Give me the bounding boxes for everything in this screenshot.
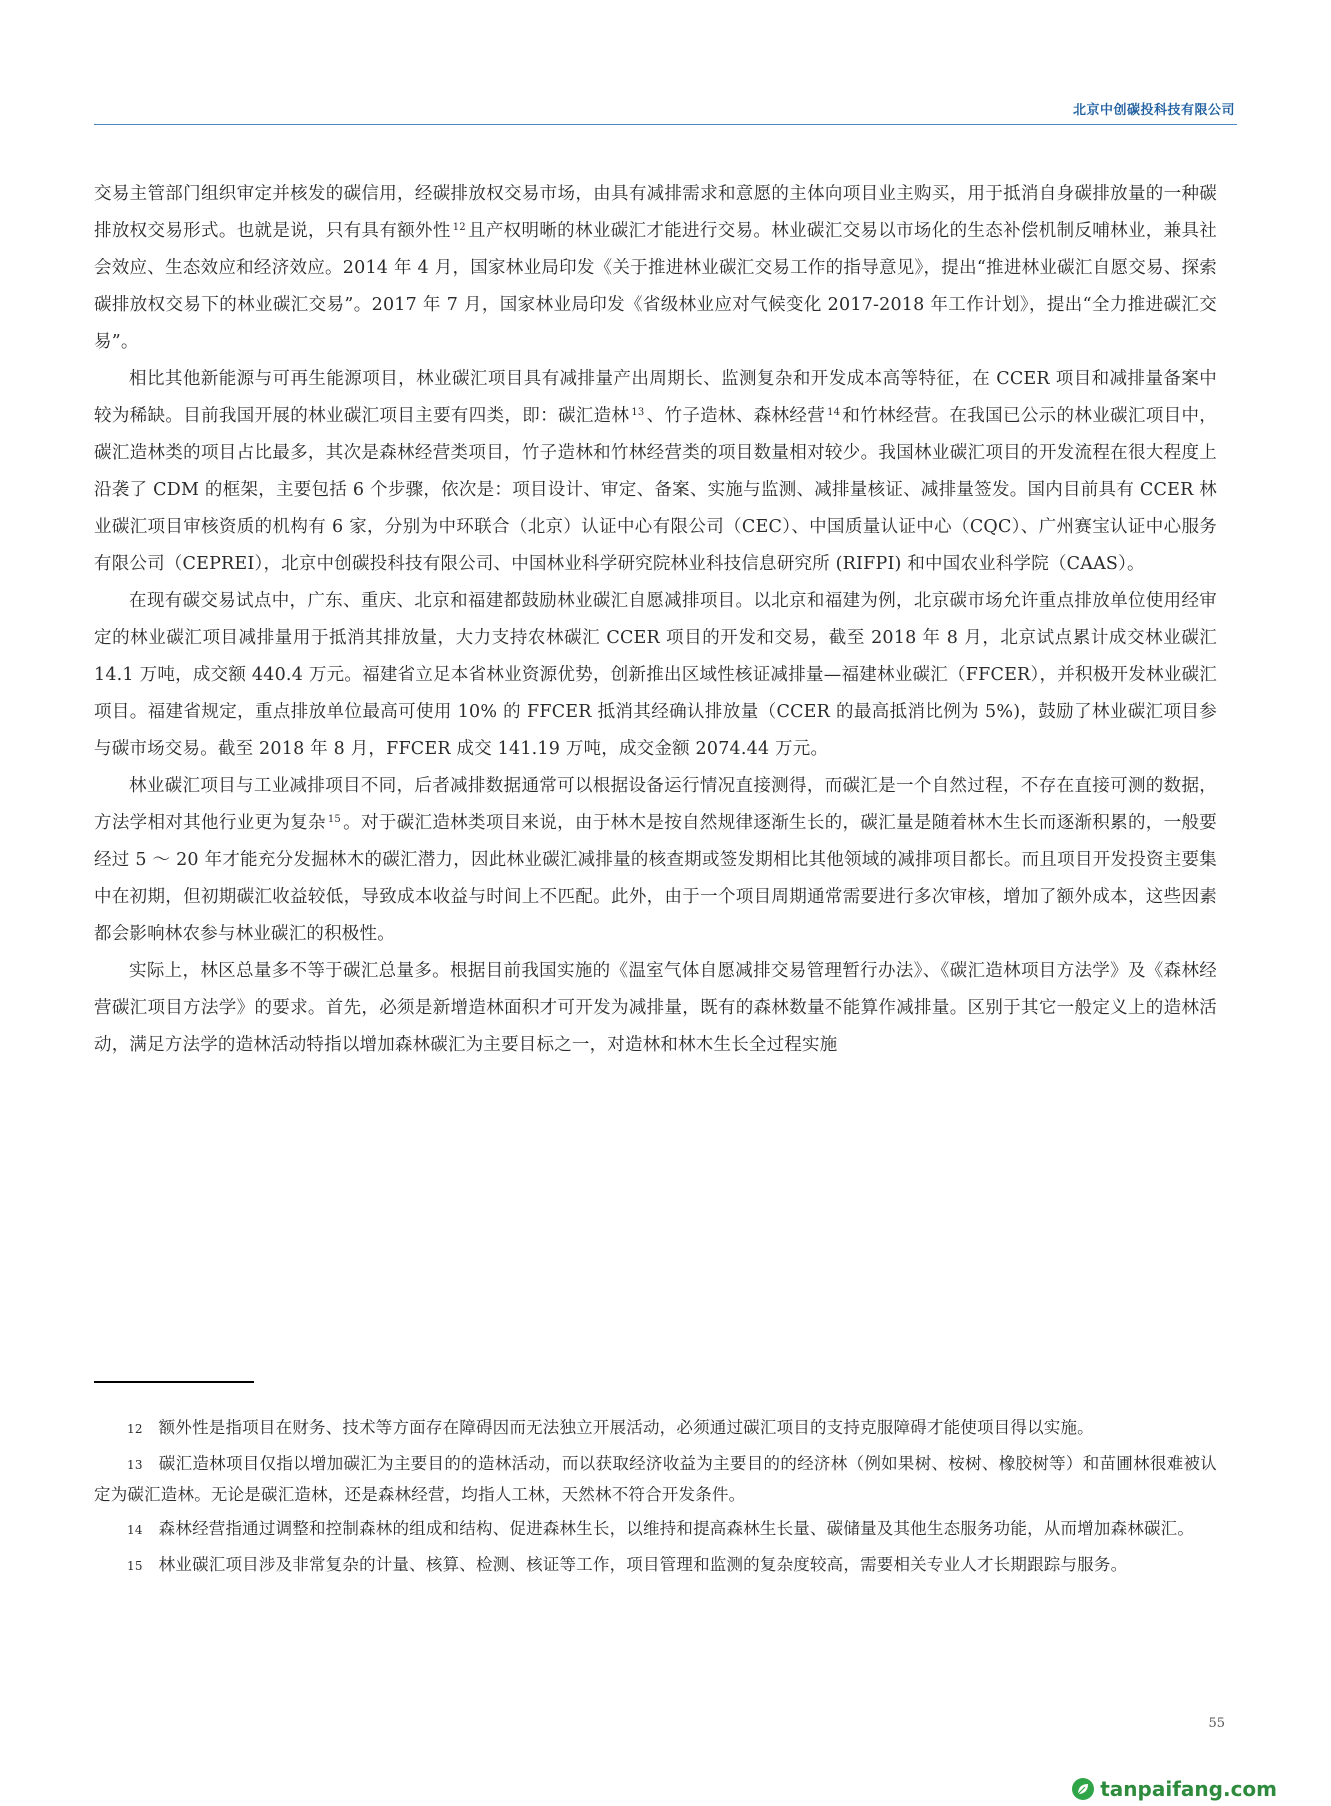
footnote-14: [94, 1514, 1217, 1545]
footnote-ref-15[interactable]: 15: [327, 814, 341, 825]
paragraph-text: 相比其他新能源与可再生能源项目，林业碳汇项目具有减排量产出周期长、监测复杂和开发成本高等特征，在 CCER 项目和减排量备案中较为稀缺。目前我国开展的林业碳汇项目主要有四类，即：碳汇造林: [94, 369, 1217, 426]
header-company-name: 北京中创碳投科技有限公司: [1072, 103, 1235, 118]
footnote-text: 林业碳汇项目涉及非常复杂的计量、核算、检测、核证等工作，项目管理和监测的复杂度较高，需要相关专业人才长期跟踪与服务。: [158, 1555, 1128, 1574]
paragraph-text: 林业碳汇项目与工业减排项目不同，后者减排数据通常可以根据设备运行情况直接测得，而碳汇是一个自然过程，不存在直接可测的数据，方法学相对其他行业更为复杂: [94, 776, 1217, 833]
footnote-15: [94, 1550, 1217, 1581]
watermark[interactable]: [1072, 1777, 1277, 1801]
footnote-number: 13: [127, 1458, 143, 1472]
footnote-ref-13[interactable]: 13: [631, 407, 645, 418]
footnote-text: 碳汇造林项目仅指以增加碳汇为主要目的的造林活动，而以获取经济收益为主要目的的经济林（例如果树、桉树、橡胶树等）和苗圃林很难被认定为碳汇造林。无论是碳汇造林，还是森林经营，均指人工林，天然林不符合开发条件。: [94, 1454, 1217, 1504]
paragraph-text: 实际上，林区总量多不等于碳汇总量多。根据目前我国实施的《温室气体自愿减排交易管理暂行办法》、《碳汇造林项目方法学》及《森林经营碳汇项目方法学》的要求。首先，必须是新增造林面积才可开发为减排量，既有的森林数量不能算作减排量。区别于其它一般定义上的造林活动，满足方法学的造林活动特指以增加森林碳汇为主要目标之一，对造林和林木生长全过程实施: [94, 961, 1217, 1055]
paragraph-text: 和竹林经营。在我国已公示的林业碳汇项目中，碳汇造林类的项目占比最多，其次是森林经营类项目，竹子造林和竹林经营类的项目数量相对较少。我国林业碳汇项目的开发流程在很大程度上沿袭了 CDM 的框架，主要包括 6 个步骤，依次是：项目设计、审定、备案、实施与监测、减排量核证、减排量签发。国内目前具有 CCER 林业碳汇项目审核资质的机构有 6 家，分别为中环联合（北京）认证中心有限公司（CEC）、中国质量认证中心（CQC）、广州赛宝认证中心服务有限公司（CEPREI），北京中创碳投科技有限公司、中国林业科学研究院林业科技信息研究所 (RIFPI) 和中国农业科学院（CAAS）。: [94, 406, 1217, 574]
paragraph-text: 交易主管部门组织审定并核发的碳信用，经碳排放权交易市场，由具有减排需求和意愿的主体向项目业主购买，用于抵消自身碳排放量的一种碳排放权交易形式。也就是说，只有具有额外性: [94, 184, 1217, 241]
paragraph-5: [94, 953, 1217, 1064]
footnote-text: 森林经营指通过调整和控制森林的组成和结构、促进森林生长，以维持和提高森林生长量、碳储量及其他生态服务功能，从而增加森林碳汇。: [158, 1519, 1195, 1538]
paragraph-3: [94, 583, 1217, 768]
header-divider: [94, 124, 1237, 125]
leaf-icon: [1076, 1782, 1090, 1796]
leaf-logo-icon: [1072, 1778, 1094, 1800]
footnote-number: 14: [127, 1523, 143, 1537]
footnotes: [94, 1413, 1217, 1586]
footnote-ref-14[interactable]: 14: [827, 407, 841, 418]
footnote-number: 15: [127, 1559, 143, 1573]
paragraph-text: 、竹子造林、森林经营: [646, 406, 826, 426]
paragraph-text: 。对于碳汇造林类项目来说，由于林木是按自然规律逐渐生长的，碳汇量是随着林木生长而逐渐积累的，一般要经过 5 ～ 20 年才能充分发掘林木的碳汇潜力，因此林业碳汇减排量的核查期或签发期相比其他领域的减排项目都长。而且项目开发投资主要集中在初期，但初期碳汇收益较低，导致成本收益与时间上不匹配。此外，由于一个项目周期通常需要进行多次审核，增加了额外成本，这些因素都会影响林农参与林业碳汇的积极性。: [94, 813, 1217, 944]
footnote-number: 12: [127, 1422, 143, 1436]
footnote-13: [94, 1449, 1217, 1509]
paragraph-text: 且产权明晰的林业碳汇才能进行交易。林业碳汇交易以市场化的生态补偿机制反哺林业，兼具社会效应、生态效应和经济效应。2014 年 4 月，国家林业局印发《关于推进林业碳汇交易工作的指导意见》，提出“推进林业碳汇自愿交易、探索碳排放权交易下的林业碳汇交易”。2017 年 7 月，国家林业局印发《省级林业应对气候变化 2017-2018 年工作计划》，提出“全力推进碳汇交易”。: [94, 221, 1217, 352]
footnote-ref-12[interactable]: 12: [452, 222, 466, 233]
footnote-text: 额外性是指项目在财务、技术等方面存在障碍因而无法独立开展活动，必须通过碳汇项目的支持克服障碍才能使项目得以实施。: [158, 1418, 1094, 1437]
paragraph-4: [94, 768, 1217, 953]
page-number: 55: [1208, 1716, 1225, 1731]
paragraph-1: [94, 176, 1217, 361]
footnote-divider: [94, 1381, 254, 1383]
footnote-12: [94, 1413, 1217, 1444]
paragraph-2: [94, 361, 1217, 583]
watermark-text[interactable]: tanpaifang.com: [1100, 1777, 1277, 1801]
body-text: [94, 176, 1217, 1064]
paragraph-text: 在现有碳交易试点中，广东、重庆、北京和福建都鼓励林业碳汇自愿减排项目。以北京和福建为例，北京碳市场允许重点排放单位使用经审定的林业碳汇项目减排量用于抵消其排放量，大力支持农林碳汇 CCER 项目的开发和交易，截至 2018 年 8 月，北京试点累计成交林业碳汇 14.1 万吨，成交额 440.4 万元。福建省立足本省林业资源优势，创新推出区域性核证减排量—福建林业碳汇（FFCER），并积极开发林业碳汇项目。福建省规定，重点排放单位最高可使用 10% 的 FFCER 抵消其经确认排放量（CCER 的最高抵消比例为 5%)，鼓励了林业碳汇项目参与碳市场交易。截至 2018 年 8 月，FFCER 成交 141.19 万吨，成交金额 2074.44 万元。: [94, 591, 1217, 759]
